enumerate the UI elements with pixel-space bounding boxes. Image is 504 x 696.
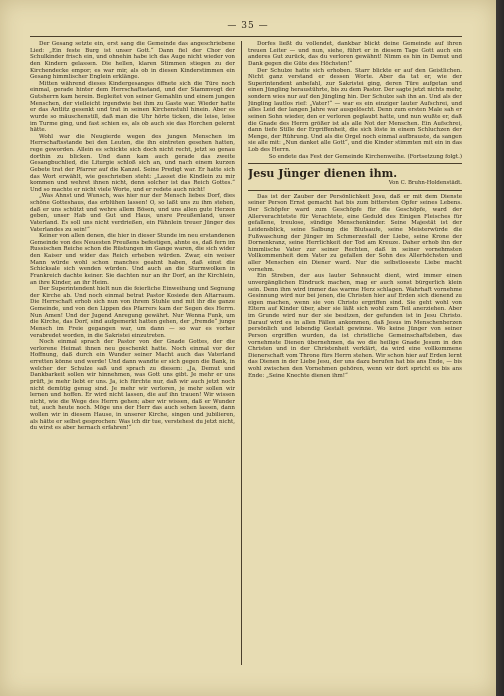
left-column (30, 41, 235, 665)
left-paragraph: „Was Ahnst und Wunsch, was hier nur der Mensch liebes Dorf, dies schöne Gotteshaus, das erblühen lassen! O, so laßt uns zu ihm stehen, daß er uns schützt und wehre allem Bösen, und uns allen gute Herzen geben, unser Hab und Gut und Haus, unsre Preußenland, unser Vaterland. Es soll uns nicht verdrießen, ein Fähnlein treuer Jünger des Vaterlandes zu sein!“ (30, 193, 235, 233)
article-separator (248, 163, 462, 164)
article-paragraph: Ein Streben, der aus lauter Sehnsucht dient, wird immer einen unvergänglichen Eindruck machen, mag er auch sonst bürgerlich klein sein. Denn ihm wird immer das warme Herz schlagen. Wahrhaft vornehme Gesinnung wird nur bei jenen, die Christen hier auf Erden sich dienend zu eigen machen, wenn sie von Christo ergriffen sind. Sie geht wohl von Eltern auf Kinder über, aber sie läßt sich wohl zum Teil anerziehen. Aber im Grunde wird nur der sie besitzen, der gefunden ist in Jesu Christo. Darauf wird es in allen Fällen ankommen, daß Jesus im Menschenherzen persönlich und lebendig Gestalt gewinne. Wo keine Jünger von seiner Person ergriffen wurden, da ist christliche Gemeinschaftsleben, das vornehmste Dienen übernehmen, da wo die heilige Gnade Jesum in den Christen und in der Christenheit verklärt, da wird eine vollkommene Dienerschaft vom Throne fürs Herrn stehen. Wir schon hier auf Erden lernt das Dienen in der Liebe Jesu, der uns dazu berufen hat bis ans Ende, — bis wohl zwischen den Vornehmen gehören, wenn wir dort spricht es bis ans Ende: „Seine Knechte dienen ihm!“ (248, 273, 462, 379)
left-paragraph: Mitten während dieses Kindergesanges öffnete sich die Türe noch einmal, gerade hinter dem Herrschaftsstand, und der Stammvogt der Gutsherrn kam herein. Begleitet von seiner Gemahlin und einem jungen Menschen, der vielleicht irgendwie bei ihm zu Gaste war. Wieder hatte er das Antlitz gesenkt und trat in seinen Kirchenstuhl hinein. Aber es wurde so mäuschenstill, daß man die Uhr hörte ticken, die leise, leise im Turme ging, und fast schien es, als ob auch sie das Horchen gelernt hätte. (30, 80, 235, 134)
left-paragraph: Noch einmal sprach der Pastor von der Gnade Gottes, der die verlorene Heimat ihnen neu geschenkt hatte. Noch einmal vor der Hoffnung, daß durch ein Wunder seiner Macht auch das Vaterland erretten könne und werde! Und dann wandte er sich gegen die Bank, in welcher der Schulze saß und sprach zu diesem: „Ja, Demut und Dankbarkeit sollen wir hinnehmen, was Gott uns gibt. Je mehr er uns prüft, je mehr liebt er uns. Ja, ich fürchte nur, daß wir auch jetzt noch nicht demütig genug sind. Je mehr wir verloren, je mehr sollen wir lernen und hoffen. Er wird nicht lassen, die auf ihn trauen! Wir wissen nicht, wie die Wege des Herrn gehen; aber wir wissen, daß er Wunder tut, auch heute noch. Möge uns der Herr das auch sehen lassen, dann wollen wir in diesem Hause, in unserer Kirche, singen und jubilieren, als hätte er selbst gesprochen: Was ich dir tue, verstehest du jetzt nicht, du wirst es aber hernach erfahren!“ (30, 339, 235, 432)
article-title: Jesu Jünger dienen ihm. (248, 167, 398, 181)
continuation-note: So endete das Fest der Gemeinde Kirchenweihe. (Fortsetzung folgt.) (268, 153, 462, 160)
right-paragraph: Der Schulze hatte sich erhoben. Starr blickte er auf den Geistlichen. Nicht ganz verstand er dessen Worte. Aber da tat er, wie der Superintendent anbefahl, zur Sakristei ging, deren Türe aufgetan und einen Jüngling heraustührte, bis zu dem Pastor. Der sagte jetzt nichts mehr, sondern wies nur auf den Jüngling hin. Der Schulze sah ihn an. Und als der Jüngling lautlos rief: „Vater!“ — war es ein einziger lauter Aufschrei, und alles Leid der langen Jahre war ausgelöscht. Denn zum ersten Male sah er seinen Sohn wieder, den er verloren geglaubt hatte, und nun wußte er, daß die Gnade des Herrn größer ist als alle Not der Menschen. Ein Aufschrei, dann tiefe Stille der Ergriffenheit, die sich löste in einem Schluchzen der Menge, der Rührung. Und als die Orgel noch einmal aufbrauste, da sangen sie alle mit: „Nun danket alle Gott“, und die Kinder stimmten mit ein in das Lob des Herrn. (248, 67, 462, 153)
page-number: — 35 — (227, 21, 269, 31)
right-paragraph: Dorfes ließt du vollendet, dankbar blickt deine Gemeinde auf ihren treuen Leiter — und nun, siehe, führt er in diesem Tage Gott auch ein anderes Gut zurück, das du verloren gewähnt! Nimm es hin in Demut und Dank gegen die Güte des Höchsten!“ (248, 41, 462, 67)
column-divider (241, 41, 242, 665)
title-rule (248, 190, 462, 191)
left-paragraph: Der Superintendent hielt nun die feierliche Einweihung und Segnung der Kirche ab. Und noch einmal betrat Pastor Kosiede den Altarraum. Die Herrschaft erhob sich nun von ihrem Stuhle und mit ihr die ganze Gemeinde, und von den Lippen des Pfarrers kam der Segen des Herrn. Nun Amen! Und der Jugend Anregung gewährt. Nur Wenna Funk, um die Kirche, das Dorf, sind aufgemerkt hatten gehen, der „fremde“ junge Mensch im Freie gegangen war, um dann — so war es vorher verabredet worden, in die Sakristei einzutreten. (30, 286, 235, 339)
header-rule (30, 36, 462, 37)
article-paragraph: Das ist der Zauber der Persönlichkeit Jesu, daß er mit dem Dienste seiner Person Ernst gemacht hat bis zum bittersten Opfer seines Lebens. Der Schöpfer ward zum Geschöpfe für die Geschöpfe, ward der Allerverachtetste für Verachtete, eine Geduld des Einigen Fleisches für gefallene, treulose, sündige Menschenkinder. Seine Majestät ist der Leidensblick, seine Salbung die Blutsaufe, seine Meisterwürde die Fußwaschung der Jünger im Schmerzesfall der Liebe, seine Krone der Dornenkranz, seine Herrlichkeit der Tod am Kreuze. Daher erhob ihn der himmlische Vater zur seiner Rechten, daß in seiner vornehmsten Vollkommenheit dem Vater zu gefallen der Sohn des Allerhöchsten und aller Menschen ein Diener ward. Nur die selbstloseste Liebe macht vornehm. (248, 193, 462, 273)
left-paragraph: Wohl war die Neugierde wegen des jungen Menschen im Herrschaftsstande bei den Leuten, die ihn eintreten gesehen hatten, rege geworden. Allein es schickte sich doch nicht recht, jetzt so genau dorthin zu blicken. Und dann kam auch gerade das zweite Gesangbuchlied, die Liturgie schloß sich an, und nach einem kurzen Gebete trat der Pfarrer auf die Kanzel. Seine Predigt war. Er hatte sich das Wort erwählt, wie geschrieben steht: „Lasset die Kindlein zu mir kommen und wehret ihnen nicht, denn solcher ist das Reich Gottes.“ Und so machte er nicht viele Worte, und er redete auch nicht! (30, 133, 235, 193)
left-paragraph: Der Gesang setzte ein, erst sang die Gemeinde das angeschriebene Lied: „Ein feste Burg ist unser Gott.“ Dann fiel der Chor der Schulkinder frisch ein, und ohnehin habe ich das Auge nicht wieder von den Kindern gelassen. Die hellen, klaren Stimmen stiegen zu der Kirchendecke empor; es war mir, als ob in diesen Kinderstimmen ein Gesang himmlischer Englein erklänge. (30, 41, 235, 81)
left-paragraph: Keiner von allen denen, die hier in dieser Stunde im neu erstandenen Gemeinde von des Neuesten Preußens befestigen, ahnte es, daß fern im Russischen Reiche schon die Rüstungen im Gange waren, die sich wider den Kaiser und wider das Reich erheben würden. Zwar, ein weiser Mann würde wohl schon manches geahnt haben, daß einst die Schicksale sich wenden würden. Und auch an die Sturmwolken in Frankreich dachte keiner. Sie dachten nur an ihr Dorf, an ihr Kirchlein, an ihre Kinder, an ihr Heim. (30, 233, 235, 286)
page-edge-shadow (496, 0, 504, 696)
article-author: Von C. Bruhn-Holdenstädt. (388, 180, 462, 187)
right-column (248, 41, 462, 665)
